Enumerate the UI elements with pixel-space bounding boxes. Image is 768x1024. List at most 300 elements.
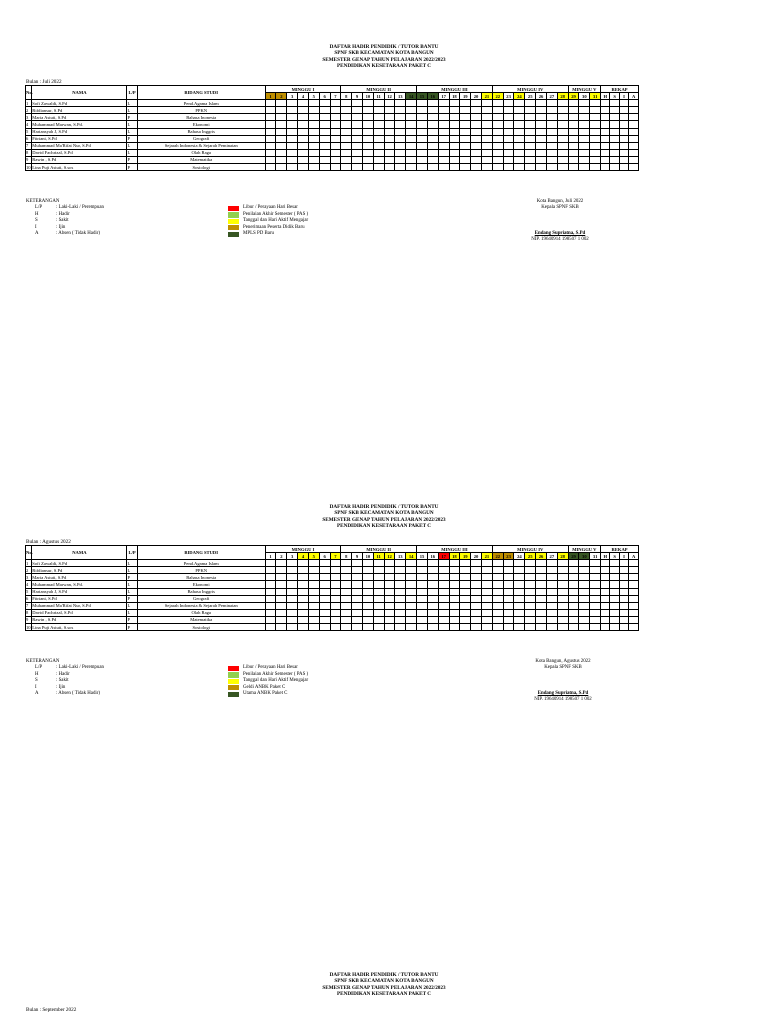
attendance-cell[interactable] — [590, 100, 601, 107]
attendance-cell[interactable] — [384, 602, 395, 609]
attendance-cell[interactable] — [481, 609, 492, 616]
attendance-cell[interactable] — [319, 149, 330, 156]
attendance-cell[interactable] — [319, 164, 330, 171]
attendance-cell[interactable] — [384, 581, 395, 588]
attendance-cell[interactable] — [352, 616, 363, 623]
attendance-cell[interactable] — [417, 574, 428, 581]
attendance-cell[interactable] — [503, 574, 514, 581]
attendance-cell[interactable] — [557, 149, 568, 156]
attendance-cell[interactable] — [395, 560, 406, 567]
attendance-cell[interactable] — [568, 560, 579, 567]
attendance-cell[interactable] — [265, 567, 276, 574]
attendance-cell[interactable] — [319, 107, 330, 114]
attendance-cell[interactable] — [265, 560, 276, 567]
attendance-cell[interactable] — [546, 121, 557, 128]
attendance-cell[interactable] — [265, 581, 276, 588]
attendance-cell[interactable] — [460, 128, 471, 135]
attendance-cell[interactable] — [579, 588, 590, 595]
attendance-cell[interactable] — [395, 107, 406, 114]
attendance-cell[interactable] — [568, 602, 579, 609]
attendance-cell[interactable] — [503, 128, 514, 135]
attendance-cell[interactable] — [503, 114, 514, 121]
attendance-cell[interactable] — [492, 567, 503, 574]
attendance-cell[interactable] — [352, 624, 363, 631]
attendance-cell[interactable] — [619, 560, 628, 567]
attendance-cell[interactable] — [619, 164, 628, 171]
attendance-cell[interactable] — [352, 602, 363, 609]
attendance-cell[interactable] — [481, 588, 492, 595]
attendance-cell[interactable] — [406, 164, 417, 171]
attendance-cell[interactable] — [629, 624, 639, 631]
attendance-cell[interactable] — [568, 135, 579, 142]
attendance-cell[interactable] — [319, 616, 330, 623]
attendance-cell[interactable] — [449, 602, 460, 609]
attendance-cell[interactable] — [287, 142, 298, 149]
attendance-cell[interactable] — [373, 574, 384, 581]
attendance-cell[interactable] — [362, 595, 373, 602]
attendance-cell[interactable] — [579, 567, 590, 574]
attendance-cell[interactable] — [362, 100, 373, 107]
attendance-cell[interactable] — [276, 164, 287, 171]
attendance-cell[interactable] — [330, 164, 341, 171]
attendance-cell[interactable] — [287, 107, 298, 114]
attendance-cell[interactable] — [362, 135, 373, 142]
attendance-cell[interactable] — [427, 567, 438, 574]
attendance-cell[interactable] — [610, 142, 619, 149]
attendance-cell[interactable] — [503, 107, 514, 114]
attendance-cell[interactable] — [514, 142, 525, 149]
attendance-cell[interactable] — [579, 624, 590, 631]
attendance-cell[interactable] — [546, 616, 557, 623]
attendance-cell[interactable] — [610, 114, 619, 121]
attendance-cell[interactable] — [341, 100, 352, 107]
attendance-cell[interactable] — [579, 595, 590, 602]
attendance-cell[interactable] — [395, 574, 406, 581]
attendance-cell[interactable] — [619, 588, 628, 595]
attendance-cell[interactable] — [601, 616, 610, 623]
attendance-cell[interactable] — [330, 588, 341, 595]
attendance-cell[interactable] — [298, 609, 309, 616]
attendance-cell[interactable] — [610, 616, 619, 623]
attendance-cell[interactable] — [319, 128, 330, 135]
attendance-cell[interactable] — [438, 624, 449, 631]
attendance-cell[interactable] — [287, 581, 298, 588]
attendance-cell[interactable] — [619, 567, 628, 574]
attendance-cell[interactable] — [276, 156, 287, 163]
attendance-cell[interactable] — [579, 149, 590, 156]
attendance-cell[interactable] — [406, 100, 417, 107]
attendance-cell[interactable] — [492, 149, 503, 156]
attendance-cell[interactable] — [536, 602, 547, 609]
attendance-cell[interactable] — [590, 609, 601, 616]
attendance-cell[interactable] — [330, 149, 341, 156]
attendance-cell[interactable] — [557, 156, 568, 163]
attendance-cell[interactable] — [579, 142, 590, 149]
attendance-cell[interactable] — [557, 574, 568, 581]
attendance-cell[interactable] — [579, 135, 590, 142]
attendance-cell[interactable] — [546, 581, 557, 588]
attendance-cell[interactable] — [373, 156, 384, 163]
attendance-cell[interactable] — [352, 100, 363, 107]
attendance-cell[interactable] — [503, 142, 514, 149]
attendance-cell[interactable] — [579, 121, 590, 128]
attendance-cell[interactable] — [546, 595, 557, 602]
attendance-cell[interactable] — [319, 624, 330, 631]
attendance-cell[interactable] — [492, 107, 503, 114]
attendance-cell[interactable] — [601, 156, 610, 163]
attendance-cell[interactable] — [362, 121, 373, 128]
attendance-cell[interactable] — [438, 128, 449, 135]
attendance-cell[interactable] — [536, 100, 547, 107]
attendance-cell[interactable] — [438, 121, 449, 128]
attendance-cell[interactable] — [629, 595, 639, 602]
attendance-cell[interactable] — [438, 135, 449, 142]
attendance-cell[interactable] — [362, 107, 373, 114]
attendance-cell[interactable] — [276, 100, 287, 107]
attendance-cell[interactable] — [514, 581, 525, 588]
attendance-cell[interactable] — [503, 624, 514, 631]
attendance-cell[interactable] — [330, 128, 341, 135]
attendance-cell[interactable] — [427, 100, 438, 107]
attendance-cell[interactable] — [287, 624, 298, 631]
attendance-cell[interactable] — [362, 567, 373, 574]
attendance-cell[interactable] — [352, 121, 363, 128]
attendance-cell[interactable] — [601, 164, 610, 171]
attendance-cell[interactable] — [590, 121, 601, 128]
attendance-cell[interactable] — [341, 142, 352, 149]
attendance-cell[interactable] — [395, 142, 406, 149]
attendance-cell[interactable] — [406, 121, 417, 128]
attendance-cell[interactable] — [590, 602, 601, 609]
attendance-cell[interactable] — [427, 114, 438, 121]
attendance-cell[interactable] — [265, 114, 276, 121]
attendance-cell[interactable] — [514, 100, 525, 107]
attendance-cell[interactable] — [471, 156, 482, 163]
attendance-cell[interactable] — [525, 560, 536, 567]
attendance-cell[interactable] — [579, 107, 590, 114]
attendance-cell[interactable] — [276, 609, 287, 616]
attendance-cell[interactable] — [471, 609, 482, 616]
attendance-cell[interactable] — [373, 114, 384, 121]
attendance-cell[interactable] — [427, 616, 438, 623]
attendance-cell[interactable] — [417, 142, 428, 149]
attendance-cell[interactable] — [514, 616, 525, 623]
attendance-cell[interactable] — [601, 581, 610, 588]
attendance-cell[interactable] — [557, 100, 568, 107]
attendance-cell[interactable] — [265, 128, 276, 135]
attendance-cell[interactable] — [460, 581, 471, 588]
attendance-cell[interactable] — [373, 100, 384, 107]
attendance-cell[interactable] — [373, 135, 384, 142]
attendance-cell[interactable] — [427, 574, 438, 581]
attendance-cell[interactable] — [590, 588, 601, 595]
attendance-cell[interactable] — [265, 574, 276, 581]
attendance-cell[interactable] — [590, 142, 601, 149]
attendance-cell[interactable] — [525, 156, 536, 163]
attendance-cell[interactable] — [438, 588, 449, 595]
attendance-cell[interactable] — [525, 574, 536, 581]
attendance-cell[interactable] — [536, 588, 547, 595]
attendance-cell[interactable] — [406, 107, 417, 114]
attendance-cell[interactable] — [610, 560, 619, 567]
attendance-cell[interactable] — [330, 114, 341, 121]
attendance-cell[interactable] — [514, 567, 525, 574]
attendance-cell[interactable] — [449, 588, 460, 595]
attendance-cell[interactable] — [629, 156, 639, 163]
attendance-cell[interactable] — [438, 581, 449, 588]
attendance-cell[interactable] — [536, 164, 547, 171]
attendance-cell[interactable] — [287, 588, 298, 595]
attendance-cell[interactable] — [384, 156, 395, 163]
attendance-cell[interactable] — [449, 128, 460, 135]
attendance-cell[interactable] — [514, 560, 525, 567]
attendance-cell[interactable] — [460, 574, 471, 581]
attendance-cell[interactable] — [308, 121, 319, 128]
attendance-cell[interactable] — [384, 595, 395, 602]
attendance-cell[interactable] — [341, 156, 352, 163]
attendance-cell[interactable] — [492, 624, 503, 631]
attendance-cell[interactable] — [514, 128, 525, 135]
attendance-cell[interactable] — [427, 142, 438, 149]
attendance-cell[interactable] — [384, 560, 395, 567]
attendance-cell[interactable] — [629, 574, 639, 581]
attendance-cell[interactable] — [579, 602, 590, 609]
attendance-cell[interactable] — [308, 602, 319, 609]
attendance-cell[interactable] — [619, 156, 628, 163]
attendance-cell[interactable] — [330, 616, 341, 623]
attendance-cell[interactable] — [308, 560, 319, 567]
attendance-cell[interactable] — [308, 581, 319, 588]
attendance-cell[interactable] — [514, 609, 525, 616]
attendance-cell[interactable] — [601, 574, 610, 581]
attendance-cell[interactable] — [287, 121, 298, 128]
attendance-cell[interactable] — [536, 560, 547, 567]
attendance-cell[interactable] — [460, 609, 471, 616]
attendance-cell[interactable] — [298, 135, 309, 142]
attendance-cell[interactable] — [557, 624, 568, 631]
attendance-cell[interactable] — [503, 156, 514, 163]
attendance-cell[interactable] — [395, 602, 406, 609]
attendance-cell[interactable] — [265, 142, 276, 149]
attendance-cell[interactable] — [395, 135, 406, 142]
attendance-cell[interactable] — [525, 128, 536, 135]
attendance-cell[interactable] — [427, 156, 438, 163]
attendance-cell[interactable] — [287, 128, 298, 135]
attendance-cell[interactable] — [427, 107, 438, 114]
attendance-cell[interactable] — [341, 574, 352, 581]
attendance-cell[interactable] — [265, 595, 276, 602]
attendance-cell[interactable] — [610, 121, 619, 128]
attendance-cell[interactable] — [590, 164, 601, 171]
attendance-cell[interactable] — [610, 574, 619, 581]
attendance-cell[interactable] — [503, 567, 514, 574]
attendance-cell[interactable] — [471, 149, 482, 156]
attendance-cell[interactable] — [308, 574, 319, 581]
attendance-cell[interactable] — [590, 107, 601, 114]
attendance-cell[interactable] — [568, 567, 579, 574]
attendance-cell[interactable] — [341, 128, 352, 135]
attendance-cell[interactable] — [568, 100, 579, 107]
attendance-cell[interactable] — [536, 149, 547, 156]
attendance-cell[interactable] — [308, 609, 319, 616]
attendance-cell[interactable] — [449, 135, 460, 142]
attendance-cell[interactable] — [492, 616, 503, 623]
attendance-cell[interactable] — [525, 100, 536, 107]
attendance-cell[interactable] — [619, 602, 628, 609]
attendance-cell[interactable] — [557, 595, 568, 602]
attendance-cell[interactable] — [298, 581, 309, 588]
attendance-cell[interactable] — [417, 595, 428, 602]
attendance-cell[interactable] — [568, 107, 579, 114]
attendance-cell[interactable] — [438, 609, 449, 616]
attendance-cell[interactable] — [352, 128, 363, 135]
attendance-cell[interactable] — [449, 574, 460, 581]
attendance-cell[interactable] — [406, 616, 417, 623]
attendance-cell[interactable] — [287, 149, 298, 156]
attendance-cell[interactable] — [460, 100, 471, 107]
attendance-cell[interactable] — [579, 609, 590, 616]
attendance-cell[interactable] — [557, 128, 568, 135]
attendance-cell[interactable] — [298, 114, 309, 121]
attendance-cell[interactable] — [481, 156, 492, 163]
attendance-cell[interactable] — [514, 602, 525, 609]
attendance-cell[interactable] — [601, 114, 610, 121]
attendance-cell[interactable] — [557, 609, 568, 616]
attendance-cell[interactable] — [503, 135, 514, 142]
attendance-cell[interactable] — [298, 121, 309, 128]
attendance-cell[interactable] — [384, 121, 395, 128]
attendance-cell[interactable] — [395, 121, 406, 128]
attendance-cell[interactable] — [590, 595, 601, 602]
attendance-cell[interactable] — [610, 128, 619, 135]
attendance-cell[interactable] — [438, 100, 449, 107]
attendance-cell[interactable] — [330, 581, 341, 588]
attendance-cell[interactable] — [406, 581, 417, 588]
attendance-cell[interactable] — [362, 616, 373, 623]
attendance-cell[interactable] — [298, 128, 309, 135]
attendance-cell[interactable] — [438, 560, 449, 567]
attendance-cell[interactable] — [406, 149, 417, 156]
attendance-cell[interactable] — [503, 616, 514, 623]
attendance-cell[interactable] — [619, 135, 628, 142]
attendance-cell[interactable] — [579, 560, 590, 567]
attendance-cell[interactable] — [481, 100, 492, 107]
attendance-cell[interactable] — [330, 121, 341, 128]
attendance-cell[interactable] — [373, 581, 384, 588]
attendance-cell[interactable] — [546, 114, 557, 121]
attendance-cell[interactable] — [395, 149, 406, 156]
attendance-cell[interactable] — [460, 107, 471, 114]
attendance-cell[interactable] — [417, 588, 428, 595]
attendance-cell[interactable] — [384, 107, 395, 114]
attendance-cell[interactable] — [492, 574, 503, 581]
attendance-cell[interactable] — [619, 142, 628, 149]
attendance-cell[interactable] — [536, 595, 547, 602]
attendance-cell[interactable] — [438, 156, 449, 163]
attendance-cell[interactable] — [503, 149, 514, 156]
attendance-cell[interactable] — [308, 135, 319, 142]
attendance-cell[interactable] — [449, 616, 460, 623]
attendance-cell[interactable] — [629, 588, 639, 595]
attendance-cell[interactable] — [590, 149, 601, 156]
attendance-cell[interactable] — [492, 588, 503, 595]
attendance-cell[interactable] — [298, 149, 309, 156]
attendance-cell[interactable] — [449, 624, 460, 631]
attendance-cell[interactable] — [406, 567, 417, 574]
attendance-cell[interactable] — [308, 128, 319, 135]
attendance-cell[interactable] — [629, 616, 639, 623]
attendance-cell[interactable] — [319, 588, 330, 595]
attendance-cell[interactable] — [395, 588, 406, 595]
attendance-cell[interactable] — [601, 100, 610, 107]
attendance-cell[interactable] — [579, 574, 590, 581]
attendance-cell[interactable] — [384, 142, 395, 149]
attendance-cell[interactable] — [341, 149, 352, 156]
attendance-cell[interactable] — [449, 567, 460, 574]
attendance-cell[interactable] — [536, 156, 547, 163]
attendance-cell[interactable] — [417, 135, 428, 142]
attendance-cell[interactable] — [514, 149, 525, 156]
attendance-cell[interactable] — [298, 624, 309, 631]
attendance-cell[interactable] — [417, 121, 428, 128]
attendance-cell[interactable] — [438, 149, 449, 156]
attendance-cell[interactable] — [546, 107, 557, 114]
attendance-cell[interactable] — [395, 100, 406, 107]
attendance-cell[interactable] — [276, 616, 287, 623]
attendance-cell[interactable] — [536, 574, 547, 581]
attendance-cell[interactable] — [417, 616, 428, 623]
attendance-cell[interactable] — [546, 135, 557, 142]
attendance-cell[interactable] — [525, 164, 536, 171]
attendance-cell[interactable] — [341, 602, 352, 609]
attendance-cell[interactable] — [629, 128, 639, 135]
attendance-cell[interactable] — [287, 567, 298, 574]
attendance-cell[interactable] — [341, 560, 352, 567]
attendance-cell[interactable] — [536, 128, 547, 135]
attendance-cell[interactable] — [481, 121, 492, 128]
attendance-cell[interactable] — [362, 149, 373, 156]
attendance-cell[interactable] — [525, 616, 536, 623]
attendance-cell[interactable] — [352, 156, 363, 163]
attendance-cell[interactable] — [308, 595, 319, 602]
attendance-cell[interactable] — [460, 567, 471, 574]
attendance-cell[interactable] — [308, 588, 319, 595]
attendance-cell[interactable] — [481, 107, 492, 114]
attendance-cell[interactable] — [492, 560, 503, 567]
attendance-cell[interactable] — [460, 560, 471, 567]
attendance-cell[interactable] — [557, 581, 568, 588]
attendance-cell[interactable] — [619, 624, 628, 631]
attendance-cell[interactable] — [514, 121, 525, 128]
attendance-cell[interactable] — [330, 135, 341, 142]
attendance-cell[interactable] — [362, 114, 373, 121]
attendance-cell[interactable] — [384, 114, 395, 121]
attendance-cell[interactable] — [373, 602, 384, 609]
attendance-cell[interactable] — [319, 595, 330, 602]
attendance-cell[interactable] — [427, 595, 438, 602]
attendance-cell[interactable] — [406, 574, 417, 581]
attendance-cell[interactable] — [384, 588, 395, 595]
attendance-cell[interactable] — [384, 609, 395, 616]
attendance-cell[interactable] — [373, 128, 384, 135]
attendance-cell[interactable] — [481, 135, 492, 142]
attendance-cell[interactable] — [557, 560, 568, 567]
attendance-cell[interactable] — [492, 595, 503, 602]
attendance-cell[interactable] — [629, 121, 639, 128]
attendance-cell[interactable] — [557, 164, 568, 171]
attendance-cell[interactable] — [287, 574, 298, 581]
attendance-cell[interactable] — [610, 581, 619, 588]
